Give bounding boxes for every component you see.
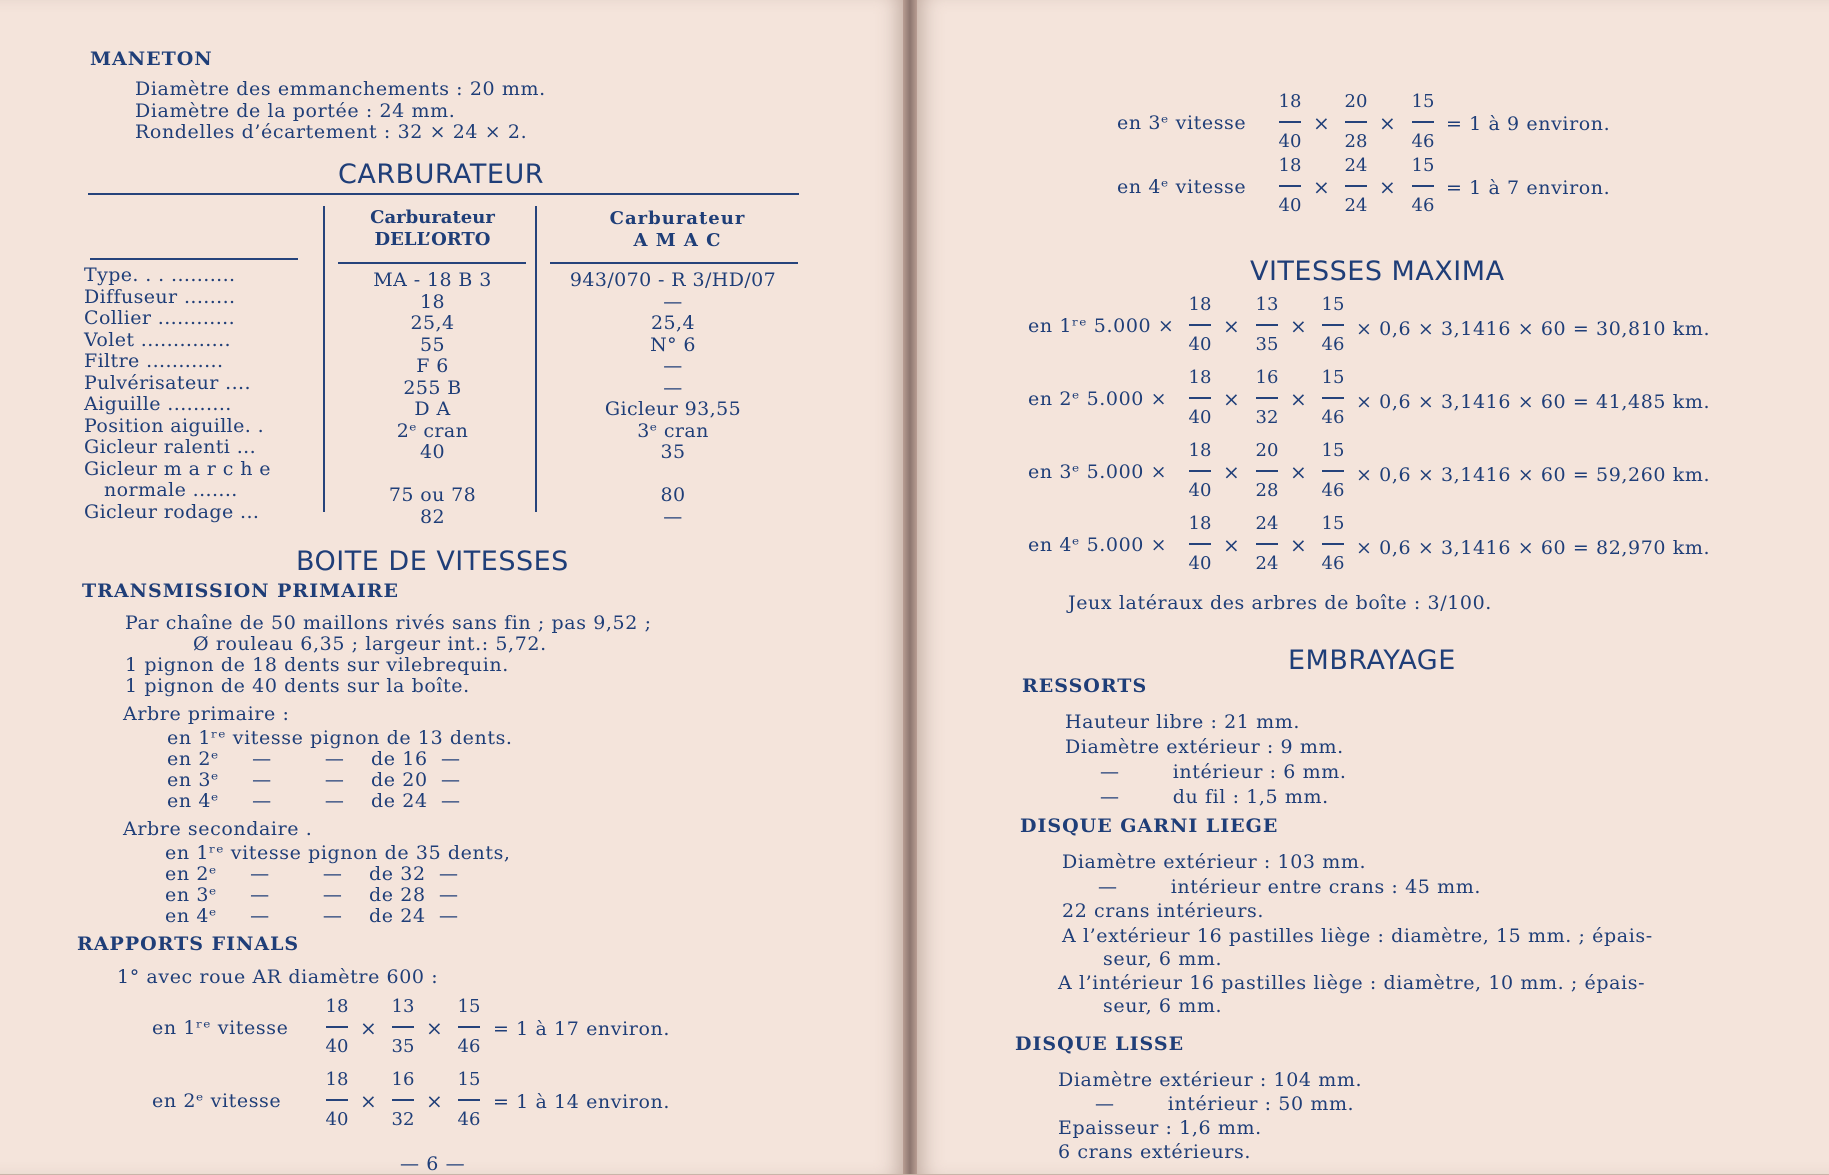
fraction [1250, 365, 1284, 431]
table-amac-value: 80 [660, 484, 686, 506]
table-divider [323, 206, 325, 512]
table-dellorto-values [335, 270, 530, 528]
fraction-denominator: 28 [1344, 131, 1368, 152]
fraction-denominator: 40 [1188, 553, 1212, 574]
fraction-numerator: 18 [1278, 91, 1302, 112]
fraction-numerator: 15 [457, 1069, 481, 1090]
table-dellorto-value: D A [414, 398, 451, 420]
fraction-numerator: 18 [1188, 513, 1212, 534]
col-header-line: A M A C [633, 230, 722, 251]
fraction-bar [1279, 185, 1301, 187]
fraction [1339, 153, 1373, 219]
times-sign: × [426, 1089, 443, 1113]
fraction-bar [1189, 470, 1211, 472]
fraction-bar [1256, 470, 1278, 472]
table-amac-value: 35 [660, 441, 686, 463]
col-header-line: Carburateur [609, 208, 746, 229]
table-dellorto-value: 2ᵉ cran [396, 419, 469, 442]
fraction [452, 1067, 486, 1133]
times-sign: × [1290, 533, 1307, 557]
transmission-line: Ø rouleau 6,35 ; largeur int.: 5,72. [193, 633, 547, 655]
fraction-bar [1189, 324, 1211, 326]
table-label: Aiguille .......... [84, 393, 232, 415]
table-label: Type. . . .......... [84, 264, 236, 286]
disque-garni-line: 22 crans intérieurs. [1062, 900, 1264, 922]
fraction-numerator: 24 [1344, 155, 1368, 176]
disque-garni-line: A l’extérieur 16 pastilles liège : diamètre, 15 mm. ; épais- [1062, 925, 1653, 947]
fraction [386, 994, 420, 1060]
vitesse-result: × 0,6 × 3,1416 × 60 = 82,970 km. [1356, 537, 1711, 559]
disque-lisse-line: — intérieur : 50 mm. [1095, 1093, 1355, 1115]
fraction-numerator: 15 [1321, 440, 1345, 461]
disque-garni-line: seur, 6 mm. [1103, 948, 1223, 970]
fraction [1316, 292, 1350, 358]
disque-lisse-line: 6 crans extérieurs. [1058, 1141, 1251, 1163]
fraction-denominator: 40 [1188, 407, 1212, 428]
fraction-numerator: 15 [1411, 155, 1435, 176]
table-dellorto-value: 255 B [403, 376, 462, 399]
maneton-line: Diamètre des emmanchements : 20 mm. [135, 78, 546, 100]
fraction-bar [1256, 324, 1278, 326]
transmission-line: 1 pignon de 40 dents sur la boîte. [125, 675, 470, 697]
times-sign: × [360, 1016, 377, 1040]
fraction-bar [1412, 185, 1434, 187]
fraction-denominator: 28 [1255, 480, 1279, 501]
table-dellorto-value: 40 [420, 441, 445, 463]
fraction-denominator: 46 [457, 1109, 481, 1130]
ratio-result: = 1 à 9 environ. [1446, 113, 1611, 135]
fraction [1183, 511, 1217, 577]
fraction-bar [1189, 397, 1211, 399]
fraction [386, 1067, 420, 1133]
fraction-denominator: 40 [325, 1036, 349, 1057]
fraction-numerator: 16 [391, 1069, 415, 1090]
fraction-denominator: 46 [1411, 195, 1435, 216]
fraction-numerator: 18 [325, 1069, 349, 1090]
col-header-line: Carburateur [370, 207, 495, 228]
disque-lisse-line: Diamètre extérieur : 104 mm. [1058, 1069, 1363, 1091]
fraction-denominator: 24 [1344, 195, 1368, 216]
fraction-denominator: 46 [1321, 334, 1345, 355]
fraction-numerator: 15 [1321, 513, 1345, 534]
transmission-line: Par chaîne de 50 maillons rivés sans fin ; pas 9,52 ; [125, 612, 652, 634]
fraction-bar [458, 1026, 480, 1028]
fraction-denominator: 40 [1278, 131, 1302, 152]
times-sign: × [1223, 387, 1240, 411]
table-label: Gicleur ralenti ... [84, 436, 257, 458]
fraction-denominator: 40 [325, 1109, 349, 1130]
fraction-denominator: 35 [1255, 334, 1279, 355]
vitesse-label: en 3ᵉ 5.000 × [1028, 461, 1168, 483]
times-sign: × [1313, 111, 1330, 135]
vitesse-result: × 0,6 × 3,1416 × 60 = 30,810 km. [1356, 318, 1711, 340]
times-sign: × [360, 1089, 377, 1113]
fraction-denominator: 24 [1255, 553, 1279, 574]
disque-garni-line: — intérieur entre crans : 45 mm. [1098, 876, 1481, 898]
disque-garni-line: seur, 6 mm. [1103, 995, 1223, 1017]
fraction-bar [392, 1099, 414, 1101]
vitesse-result: × 0,6 × 3,1416 × 60 = 59,260 km. [1356, 464, 1711, 486]
fraction-numerator: 20 [1255, 440, 1279, 461]
fraction-denominator: 46 [1411, 131, 1435, 152]
fraction-denominator: 32 [391, 1109, 415, 1130]
table-amac-values [548, 270, 798, 528]
table-amac-value: — [663, 376, 683, 399]
fraction-numerator: 18 [1188, 367, 1212, 388]
embrayage-title: EMBRAYAGE [1288, 645, 1456, 676]
fraction [1273, 89, 1307, 155]
table-label: Volet .............. [84, 328, 231, 351]
times-sign: × [1223, 314, 1240, 338]
table-labels [84, 265, 319, 523]
table-dellorto-value: F 6 [416, 355, 449, 377]
fraction [1406, 89, 1440, 155]
table-dellorto-value: 18 [420, 290, 445, 313]
fraction [1316, 511, 1350, 577]
table-label: Collier ............ [84, 307, 236, 329]
fraction [1339, 89, 1373, 155]
fraction [1250, 511, 1284, 577]
table-dellorto-value: 25,4 [410, 312, 455, 334]
ressorts-title: RESSORTS [1022, 675, 1148, 697]
fraction [1316, 438, 1350, 504]
times-sign: × [426, 1016, 443, 1040]
ratio-label: en 3ᵉ vitesse [1117, 112, 1247, 134]
vitesse-label: en 4ᵉ 5.000 × [1028, 534, 1168, 556]
rapports-intro: 1° avec roue AR diamètre 600 : [117, 966, 439, 988]
ressorts-line: — intérieur : 6 mm. [1100, 761, 1347, 783]
table-top-rule [88, 193, 799, 195]
table-dellorto-value [335, 464, 530, 486]
fraction-bar [1189, 543, 1211, 545]
table-dellorto-value: 75 ou 78 [388, 484, 477, 506]
fraction-denominator: 46 [1321, 480, 1345, 501]
disque-garni-line: Diamètre extérieur : 103 mm. [1062, 851, 1367, 873]
table-col-rule [338, 262, 526, 264]
fraction-denominator: 46 [1321, 407, 1345, 428]
ratio-label: en 2ᵉ vitesse [152, 1090, 282, 1112]
table-label: Diffuseur ........ [84, 285, 236, 308]
ratio-result: = 1 à 17 environ. [493, 1018, 670, 1040]
fraction-numerator: 15 [457, 996, 481, 1017]
fraction-bar [1256, 543, 1278, 545]
fraction-numerator: 18 [1188, 294, 1212, 315]
times-sign: × [1290, 314, 1307, 338]
fraction-numerator: 20 [1344, 91, 1368, 112]
maneton-line: Rondelles d’écartement : 32 × 24 × 2. [135, 121, 528, 143]
fraction-numerator: 15 [1321, 367, 1345, 388]
fraction-denominator: 40 [1188, 480, 1212, 501]
table-amac-value: N° 6 [650, 333, 696, 356]
fraction-denominator: 40 [1188, 334, 1212, 355]
fraction [1183, 438, 1217, 504]
page-number: — 6 — [400, 1153, 466, 1175]
times-sign: × [1223, 460, 1240, 484]
table-label: Filtre ............ [84, 350, 224, 372]
table-divider [535, 206, 537, 512]
fraction-denominator: 32 [1255, 407, 1279, 428]
secondaire-line: en 3ᵉ — — de 28 — [165, 884, 459, 906]
table-label: Gicleur m a r c h e [84, 457, 271, 480]
fraction [1250, 292, 1284, 358]
table-amac-value: — [663, 290, 683, 313]
fraction-denominator: 35 [391, 1036, 415, 1057]
table-label-rule [90, 258, 298, 260]
vitesse-result: × 0,6 × 3,1416 × 60 = 41,485 km. [1356, 391, 1711, 413]
fraction-bar [1412, 121, 1434, 123]
table-amac-value [548, 464, 798, 486]
table-amac-value: 943/070 - R 3/HD/07 [569, 269, 777, 291]
ressorts-line: Diamètre extérieur : 9 mm. [1065, 736, 1344, 758]
table-amac-value: — [663, 505, 683, 528]
secondaire-line: en 1ʳᵉ vitesse pignon de 35 dents, [165, 842, 511, 864]
fraction [320, 1067, 354, 1133]
table-amac-value: Gicleur 93,55 [604, 398, 742, 420]
transmission-title: TRANSMISSION PRIMAIRE [82, 580, 400, 602]
vitesse-label: en 1ʳᵉ 5.000 × [1028, 315, 1175, 337]
fraction [1250, 438, 1284, 504]
disque-garni-title: DISQUE GARNI LIEGE [1020, 815, 1279, 837]
col-header-line: DELL’ORTO [374, 229, 491, 250]
table-label: normale ....... [104, 479, 238, 501]
fraction [1183, 365, 1217, 431]
disque-lisse-title: DISQUE LISSE [1015, 1033, 1185, 1055]
secondaire-line: en 4ᵉ — — de 24 — [165, 905, 459, 927]
table-amac-value: — [663, 355, 683, 377]
table-amac-value: 3ᵉ cran [637, 419, 709, 442]
ressorts-line: Hauteur libre : 21 mm. [1065, 711, 1300, 733]
ratio-label: en 4ᵉ vitesse [1117, 176, 1247, 198]
primaire-line: en 2ᵉ — — de 16 — [167, 748, 461, 770]
times-sign: × [1290, 387, 1307, 411]
ratio-label: en 1ʳᵉ vitesse [152, 1017, 289, 1039]
maneton-line: Diamètre de la portée : 24 mm. [135, 100, 456, 122]
times-sign: × [1379, 111, 1396, 135]
col-header-amac [555, 208, 800, 252]
fraction-denominator: 46 [1321, 553, 1345, 574]
fraction-denominator: 46 [457, 1036, 481, 1057]
fraction [452, 994, 486, 1060]
fraction [1316, 365, 1350, 431]
primaire-line: en 3ᵉ — — de 20 — [167, 769, 461, 791]
col-header-dellorto [335, 207, 530, 251]
times-sign: × [1290, 460, 1307, 484]
primaire-line: en 1ʳᵉ vitesse pignon de 13 dents. [167, 727, 513, 749]
table-dellorto-value: 55 [420, 333, 445, 356]
fraction-bar [1345, 185, 1367, 187]
fraction-bar [458, 1099, 480, 1101]
fraction-bar [326, 1099, 348, 1101]
table-label: Position aiguille. . [84, 414, 265, 437]
fraction-bar [392, 1026, 414, 1028]
fraction-bar [1322, 324, 1344, 326]
vitesse-label: en 2ᵉ 5.000 × [1028, 388, 1168, 410]
fraction-numerator: 24 [1255, 513, 1279, 534]
fraction-bar [1322, 397, 1344, 399]
ratio-result: = 1 à 14 environ. [493, 1091, 670, 1113]
arbre-secondaire-label: Arbre secondaire . [123, 818, 313, 840]
carburateur-title: CARBURATEUR [338, 159, 544, 190]
secondaire-line: en 2ᵉ — — de 32 — [165, 863, 459, 885]
fraction-numerator: 15 [1321, 294, 1345, 315]
fraction-bar [1256, 397, 1278, 399]
fraction [1183, 292, 1217, 358]
fraction-bar [326, 1026, 348, 1028]
table-amac-value: 25,4 [651, 312, 695, 334]
fraction-bar [1279, 121, 1301, 123]
times-sign: × [1313, 175, 1330, 199]
primaire-line: en 4ᵉ — — de 24 — [167, 790, 461, 812]
fraction-bar [1322, 470, 1344, 472]
fraction-numerator: 15 [1411, 91, 1435, 112]
fraction-numerator: 18 [1278, 155, 1302, 176]
jeux-lateraux: Jeux latéraux des arbres de boîte : 3/100. [1068, 592, 1492, 614]
fraction-denominator: 40 [1278, 195, 1302, 216]
fraction-numerator: 13 [391, 996, 415, 1017]
arbre-primaire-label: Arbre primaire : [123, 703, 290, 725]
fraction-bar [1345, 121, 1367, 123]
fraction-numerator: 16 [1255, 367, 1279, 388]
ratio-result: = 1 à 7 environ. [1446, 177, 1611, 199]
fraction-bar [1322, 543, 1344, 545]
fraction [1273, 153, 1307, 219]
table-label: Pulvérisateur .... [84, 371, 251, 394]
fraction-numerator: 13 [1255, 294, 1279, 315]
fraction [320, 994, 354, 1060]
fraction-numerator: 18 [1188, 440, 1212, 461]
table-col-rule [550, 262, 798, 264]
times-sign: × [1223, 533, 1240, 557]
book-gutter [903, 0, 917, 1174]
fraction-numerator: 18 [325, 996, 349, 1017]
fraction [1406, 153, 1440, 219]
ressorts-line: — du fil : 1,5 mm. [1100, 786, 1329, 808]
maneton-title: MANETON [90, 48, 213, 70]
vitesses-title: VITESSES MAXIMA [1250, 256, 1505, 287]
disque-garni-line: A l’intérieur 16 pastilles liège : diamètre, 10 mm. ; épais- [1058, 972, 1646, 994]
transmission-line: 1 pignon de 18 dents sur vilebrequin. [125, 654, 509, 676]
table-label: Gicleur rodage ... [84, 500, 260, 523]
table-dellorto-value: MA - 18 B 3 [373, 269, 492, 291]
disque-lisse-line: Epaisseur : 1,6 mm. [1058, 1117, 1262, 1139]
table-dellorto-value: 82 [420, 505, 445, 528]
times-sign: × [1379, 175, 1396, 199]
boite-title: BOITE DE VITESSES [296, 546, 569, 577]
rapports-title: RAPPORTS FINALS [77, 933, 300, 955]
